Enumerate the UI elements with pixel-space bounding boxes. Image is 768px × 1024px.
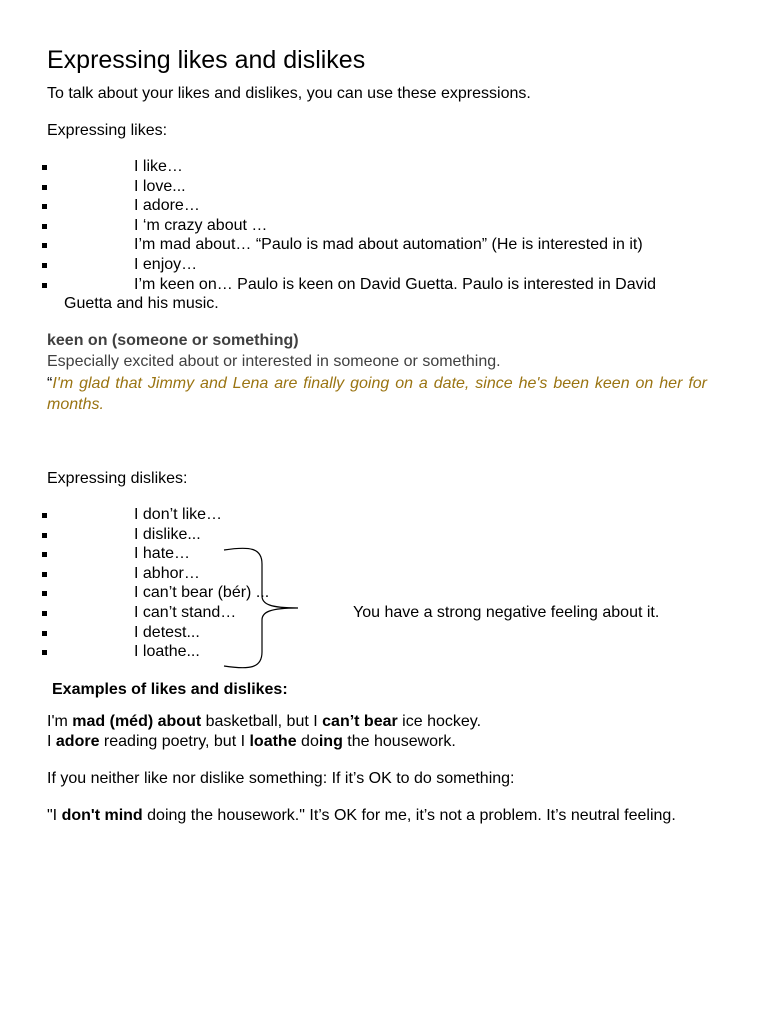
open-quote-mark: “ (47, 375, 53, 392)
list-item: I loathe... (42, 642, 269, 662)
list-item: I love... (42, 177, 656, 197)
list-item: I can’t bear (bér) ... (42, 583, 269, 603)
list-item: I hate… (42, 544, 269, 564)
square-bullet-icon (42, 263, 47, 268)
list-item-continuation: Guetta and his music. (64, 295, 219, 312)
square-bullet-icon (42, 204, 47, 209)
square-bullet-icon (42, 243, 47, 248)
right-brace-icon (222, 546, 302, 670)
keen-on-title: keen on (someone or something) (47, 332, 299, 349)
list-item: I detest... (42, 623, 269, 643)
square-bullet-icon (42, 533, 47, 538)
square-bullet-icon (42, 283, 47, 288)
keen-on-definition: Especially excited about or interested in someone or something. (47, 353, 501, 370)
square-bullet-icon (42, 650, 47, 655)
example-line-2: I adore reading poetry, but I loathe doing the housework. (47, 733, 456, 750)
list-item: I enjoy… (42, 255, 656, 275)
strong-feeling-note: You have a strong negative feeling about it. (353, 604, 660, 621)
list-item: I abhor… (42, 564, 269, 584)
dislikes-heading: Expressing dislikes: (47, 470, 188, 487)
square-bullet-icon (42, 185, 47, 190)
list-item: I adore… (42, 196, 656, 216)
square-bullet-icon (42, 572, 47, 577)
square-bullet-icon (42, 631, 47, 636)
likes-heading: Expressing likes: (47, 122, 168, 139)
square-bullet-icon (42, 611, 47, 616)
list-item: I dislike... (42, 525, 269, 545)
intro-text: To talk about your likes and dislikes, you can use these expressions. (47, 85, 531, 102)
likes-list (42, 157, 656, 294)
dont-mind-example: "I don't mind doing the housework." It’s OK for me, it’s not a problem. It’s neutral feeling. (47, 807, 676, 824)
square-bullet-icon (42, 224, 47, 229)
square-bullet-icon (42, 165, 47, 170)
list-item: I can’t stand… (42, 603, 269, 623)
quote-text: I'm glad that Jimmy and Lena are finally going on a date, since he's been keen on her for months. (47, 375, 707, 413)
square-bullet-icon (42, 552, 47, 557)
square-bullet-icon (42, 591, 47, 596)
neutral-intro: If you neither like nor dislike something: If it’s OK to do something: (47, 770, 515, 787)
examples-heading: Examples of likes and dislikes: (52, 681, 288, 698)
list-item: I’m keen on… Paulo is keen on David Guetta. Paulo is interested in David (42, 275, 656, 295)
square-bullet-icon (42, 513, 47, 518)
keen-on-example-quote (47, 373, 707, 415)
page-title: Expressing likes and dislikes (47, 46, 366, 74)
example-line-1: I'm mad (méd) about basketball, but I can’t bear ice hockey. (47, 713, 482, 730)
list-item: I like… (42, 157, 656, 177)
list-item: I ‘m crazy about … (42, 216, 656, 236)
list-item: I’m mad about… “Paulo is mad about automation” (He is interested in it) (42, 235, 656, 255)
list-item: I don’t like… (42, 505, 269, 525)
